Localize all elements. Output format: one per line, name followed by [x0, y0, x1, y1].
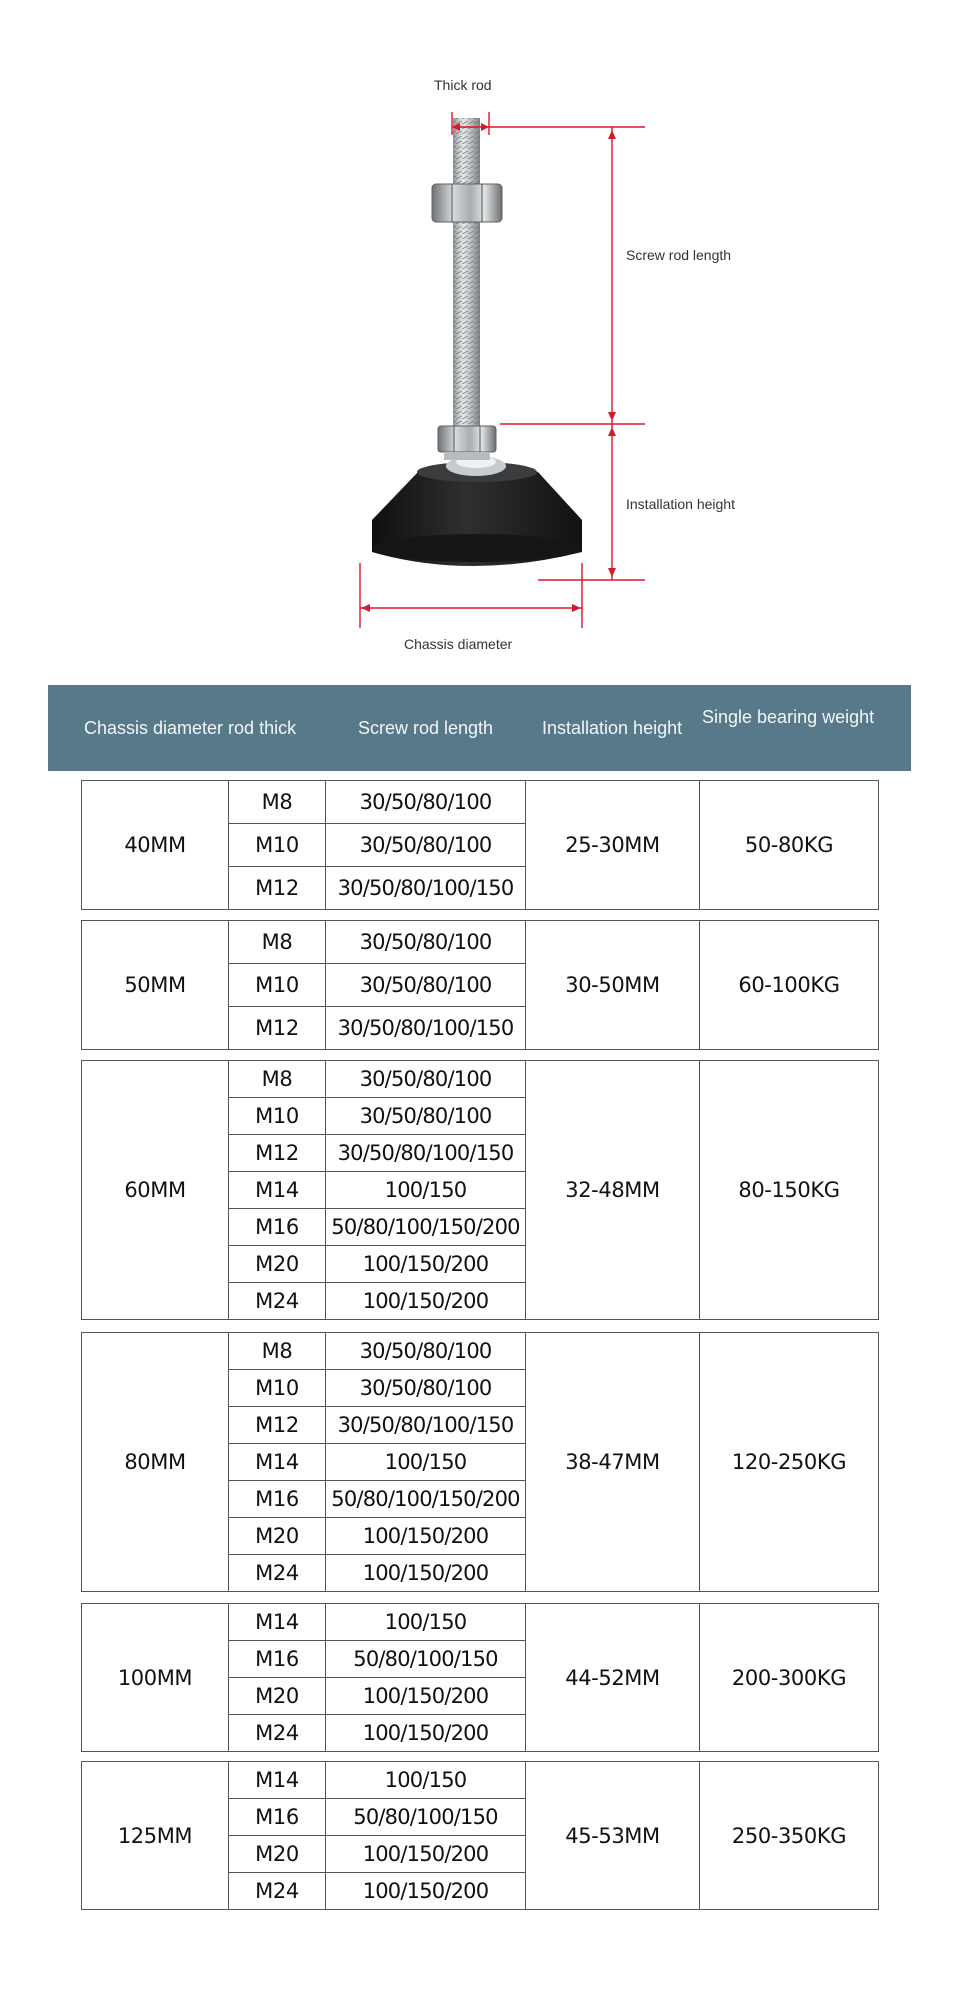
header-screw-rod-length: Screw rod length [358, 718, 494, 738]
chassis-diameter-cell: 60MM [82, 1061, 229, 1320]
screw-rod-length-cell: 100/150/200 [326, 1518, 526, 1555]
bearing-weight-cell: 80-150KG [700, 1061, 879, 1320]
spec-group-4 [81, 1603, 879, 1752]
screw-rod-length-cell: 30/50/80/100 [326, 1333, 526, 1370]
rod-thickness-cell: M20 [229, 1836, 326, 1873]
screw-rod-length-cell: 50/80/100/150/200 [326, 1481, 526, 1518]
rod-thickness-cell: M24 [229, 1873, 326, 1910]
rod-thickness-cell: M16 [229, 1481, 326, 1518]
spec-group-0 [81, 780, 879, 910]
screw-rod-length-cell: 100/150/200 [326, 1873, 526, 1910]
table-row [82, 1604, 879, 1641]
rod-thickness-cell: M20 [229, 1518, 326, 1555]
bearing-weight-cell: 50-80KG [700, 781, 879, 910]
installation-height-cell: 44-52MM [526, 1604, 700, 1752]
rod-thickness-cell: M24 [229, 1555, 326, 1592]
rod-thickness-cell: M12 [229, 1135, 326, 1172]
bottom-nut [438, 426, 496, 460]
chassis-diameter-label: Chassis diameter [404, 636, 513, 652]
rod-thickness-cell: M10 [229, 964, 326, 1007]
bearing-weight-cell: 200-300KG [700, 1604, 879, 1752]
top-nut [432, 184, 502, 222]
screw-rod-length-cell: 50/80/100/150 [326, 1641, 526, 1678]
screw-rod-length-cell: 100/150/200 [326, 1678, 526, 1715]
rod-thickness-cell: M14 [229, 1172, 326, 1209]
rod-thickness-cell: M8 [229, 781, 326, 824]
screw-rod-length-cell: 30/50/80/100/150 [326, 867, 526, 910]
screw-rod-length-cell: 50/80/100/150/200 [326, 1209, 526, 1246]
rod-thickness-cell: M14 [229, 1444, 326, 1481]
installation-height-cell: 32-48MM [526, 1061, 700, 1320]
thick-rod-label: Thick rod [434, 77, 492, 93]
screw-rod-length-cell: 30/50/80/100 [326, 1061, 526, 1098]
screw-rod-length-cell: 30/50/80/100/150 [326, 1407, 526, 1444]
rod-thickness-cell: M12 [229, 1407, 326, 1444]
rod-thickness-cell: M20 [229, 1246, 326, 1283]
chassis-diameter-cell: 40MM [82, 781, 229, 910]
bearing-weight-cell: 60-100KG [700, 921, 879, 1050]
installation-height-cell: 45-53MM [526, 1762, 700, 1910]
leveling-foot-diagram [0, 0, 959, 670]
installation-height-cell: 25-30MM [526, 781, 700, 910]
installation-height-cell: 30-50MM [526, 921, 700, 1050]
spec-group-1 [81, 920, 879, 1050]
screw-rod-length-cell: 100/150/200 [326, 1836, 526, 1873]
rod-thickness-cell: M20 [229, 1678, 326, 1715]
screw-rod-length-cell: 100/150/200 [326, 1555, 526, 1592]
bearing-weight-cell: 120-250KG [700, 1333, 879, 1592]
table-row [82, 1762, 879, 1799]
chassis-diameter-cell: 125MM [82, 1762, 229, 1910]
screw-rod-length-cell: 100/150 [326, 1444, 526, 1481]
chassis-diameter-cell: 80MM [82, 1333, 229, 1592]
rod-thickness-cell: M8 [229, 921, 326, 964]
screw-rod-length-cell: 30/50/80/100 [326, 1370, 526, 1407]
rod-thickness-cell: M14 [229, 1762, 326, 1799]
header-installation-height: Installation height [542, 718, 683, 738]
table-row [82, 1061, 879, 1098]
rod-thickness-cell: M8 [229, 1333, 326, 1370]
chassis-diameter-cell: 100MM [82, 1604, 229, 1752]
screw-rod-length-cell: 100/150/200 [326, 1715, 526, 1752]
rod-thickness-cell: M8 [229, 1061, 326, 1098]
screw-rod-length-cell: 30/50/80/100/150 [326, 1007, 526, 1050]
screw-rod-length-cell: 50/80/100/150 [326, 1799, 526, 1836]
rod-thickness-cell: M10 [229, 1098, 326, 1135]
screw-rod-length-cell: 30/50/80/100 [326, 781, 526, 824]
screw-rod-length-cell: 30/50/80/100 [326, 964, 526, 1007]
screw-rod-length-cell: 100/150/200 [326, 1246, 526, 1283]
rod-thickness-cell: M16 [229, 1209, 326, 1246]
spec-table-header [48, 685, 911, 771]
header-chassis-rod: Chassis diameter rod thick [84, 718, 297, 738]
base-pad [372, 456, 582, 566]
installation-height-label: Installation height [626, 496, 735, 512]
screw-rod-length-cell: 100/150/200 [326, 1283, 526, 1320]
table-row [82, 781, 879, 824]
screw-rod-length-cell: 30/50/80/100/150 [326, 1135, 526, 1172]
rod-thickness-cell: M14 [229, 1604, 326, 1641]
rod-thickness-cell: M10 [229, 1370, 326, 1407]
chassis-diameter-cell: 50MM [82, 921, 229, 1050]
rod-thickness-cell: M12 [229, 867, 326, 910]
spec-group-2 [81, 1060, 879, 1320]
screw-rod-length-label: Screw rod length [626, 247, 732, 263]
rod-thickness-cell: M24 [229, 1715, 326, 1752]
installation-height-cell: 38-47MM [526, 1333, 700, 1592]
rod-thickness-cell: M12 [229, 1007, 326, 1050]
rod-thickness-cell: M24 [229, 1283, 326, 1320]
rod-thickness-cell: M10 [229, 824, 326, 867]
screw-rod-length-cell: 100/150 [326, 1604, 526, 1641]
rod-thickness-cell: M16 [229, 1641, 326, 1678]
spec-group-5 [81, 1761, 879, 1910]
screw-rod-length-cell: 100/150 [326, 1762, 526, 1799]
leveling-foot-illustration [0, 0, 959, 670]
table-row [82, 921, 879, 964]
screw-rod-length-cell: 100/150 [326, 1172, 526, 1209]
header-single-bearing-weight: Single bearing weight [702, 707, 875, 727]
screw-rod-length-cell: 30/50/80/100 [326, 824, 526, 867]
screw-rod-length-cell: 30/50/80/100 [326, 921, 526, 964]
rod-thickness-cell: M16 [229, 1799, 326, 1836]
screw-rod-length-cell: 30/50/80/100 [326, 1098, 526, 1135]
bearing-weight-cell: 250-350KG [700, 1762, 879, 1910]
threaded-rod [453, 118, 480, 438]
table-row [82, 1333, 879, 1370]
spec-group-3 [81, 1332, 879, 1592]
